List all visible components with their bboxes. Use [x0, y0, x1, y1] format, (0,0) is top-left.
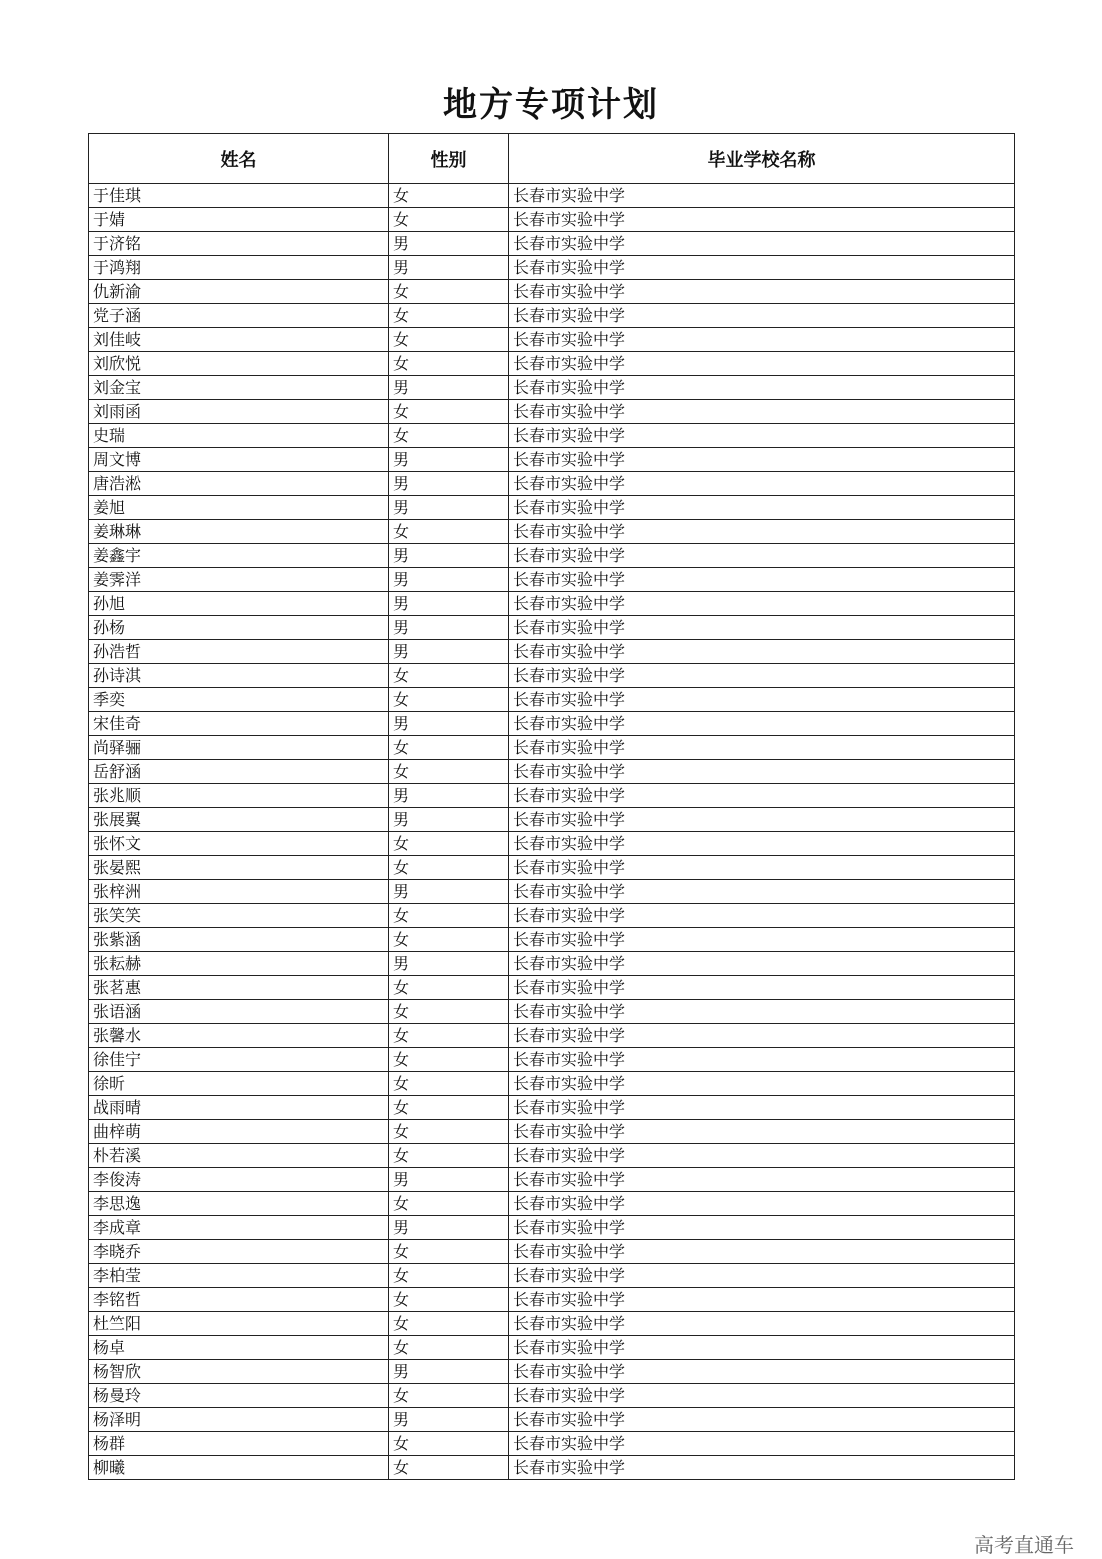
table-row: [89, 520, 1015, 544]
cell-gender: 女: [389, 832, 509, 856]
table-row: [89, 304, 1015, 328]
cell-gender: 女: [389, 904, 509, 928]
table-header-row: [89, 134, 1015, 184]
cell-school: 长春市实验中学: [509, 1288, 1015, 1312]
cell-school: 长春市实验中学: [509, 448, 1015, 472]
table-row: [89, 280, 1015, 304]
cell-name: 刘雨函: [89, 400, 389, 424]
cell-gender: 女: [389, 1264, 509, 1288]
column-header-name: 姓名: [89, 134, 389, 184]
cell-name: 李俊涛: [89, 1168, 389, 1192]
cell-school: 长春市实验中学: [509, 1048, 1015, 1072]
cell-school: 长春市实验中学: [509, 424, 1015, 448]
cell-gender: 女: [389, 304, 509, 328]
cell-school: 长春市实验中学: [509, 472, 1015, 496]
table-row: [89, 232, 1015, 256]
cell-name: 杜竺阳: [89, 1312, 389, 1336]
cell-school: 长春市实验中学: [509, 784, 1015, 808]
cell-school: 长春市实验中学: [509, 208, 1015, 232]
table-row: [89, 328, 1015, 352]
cell-name: 杨卓: [89, 1336, 389, 1360]
cell-gender: 男: [389, 376, 509, 400]
cell-name: 徐佳宁: [89, 1048, 389, 1072]
cell-school: 长春市实验中学: [509, 568, 1015, 592]
cell-school: 长春市实验中学: [509, 1000, 1015, 1024]
table-row: [89, 1168, 1015, 1192]
cell-gender: 男: [389, 496, 509, 520]
cell-school: 长春市实验中学: [509, 592, 1015, 616]
cell-school: 长春市实验中学: [509, 280, 1015, 304]
cell-gender: 女: [389, 1072, 509, 1096]
table-row: [89, 472, 1015, 496]
cell-school: 长春市实验中学: [509, 1096, 1015, 1120]
cell-name: 张展翼: [89, 808, 389, 832]
cell-name: 张笑笑: [89, 904, 389, 928]
cell-school: 长春市实验中学: [509, 544, 1015, 568]
cell-school: 长春市实验中学: [509, 304, 1015, 328]
cell-name: 张紫涵: [89, 928, 389, 952]
cell-name: 姜鑫宇: [89, 544, 389, 568]
cell-name: 张茗惠: [89, 976, 389, 1000]
table-row: [89, 976, 1015, 1000]
cell-name: 李晓乔: [89, 1240, 389, 1264]
cell-gender: 男: [389, 1360, 509, 1384]
cell-gender: 女: [389, 400, 509, 424]
cell-school: 长春市实验中学: [509, 1432, 1015, 1456]
cell-school: 长春市实验中学: [509, 352, 1015, 376]
table-row: [89, 568, 1015, 592]
cell-school: 长春市实验中学: [509, 1456, 1015, 1480]
cell-school: 长春市实验中学: [509, 1072, 1015, 1096]
table-row: [89, 496, 1015, 520]
table-row: [89, 376, 1015, 400]
cell-gender: 女: [389, 760, 509, 784]
cell-school: 长春市实验中学: [509, 1120, 1015, 1144]
cell-school: 长春市实验中学: [509, 184, 1015, 208]
cell-school: 长春市实验中学: [509, 1384, 1015, 1408]
cell-gender: 男: [389, 952, 509, 976]
cell-name: 李成章: [89, 1216, 389, 1240]
table-row: [89, 1216, 1015, 1240]
cell-school: 长春市实验中学: [509, 1024, 1015, 1048]
table-body: [89, 184, 1015, 1480]
cell-gender: 女: [389, 688, 509, 712]
table-row: [89, 904, 1015, 928]
table-row: [89, 592, 1015, 616]
cell-school: 长春市实验中学: [509, 1216, 1015, 1240]
cell-school: 长春市实验中学: [509, 736, 1015, 760]
cell-name: 刘佳岐: [89, 328, 389, 352]
cell-name: 党子涵: [89, 304, 389, 328]
cell-gender: 女: [389, 1384, 509, 1408]
cell-school: 长春市实验中学: [509, 1240, 1015, 1264]
cell-gender: 女: [389, 520, 509, 544]
table-row: [89, 1096, 1015, 1120]
cell-school: 长春市实验中学: [509, 400, 1015, 424]
cell-name: 孙旭: [89, 592, 389, 616]
cell-name: 姜霁洋: [89, 568, 389, 592]
cell-school: 长春市实验中学: [509, 832, 1015, 856]
table-row: [89, 616, 1015, 640]
table-row: [89, 544, 1015, 568]
cell-gender: 男: [389, 808, 509, 832]
cell-gender: 女: [389, 280, 509, 304]
cell-school: 长春市实验中学: [509, 1144, 1015, 1168]
cell-gender: 女: [389, 1120, 509, 1144]
cell-gender: 女: [389, 1096, 509, 1120]
cell-school: 长春市实验中学: [509, 808, 1015, 832]
table-row: [89, 712, 1015, 736]
cell-school: 长春市实验中学: [509, 496, 1015, 520]
table-row: [89, 1264, 1015, 1288]
cell-name: 张晏熙: [89, 856, 389, 880]
cell-name: 姜旭: [89, 496, 389, 520]
table-row: [89, 1120, 1015, 1144]
table-row: [89, 184, 1015, 208]
table-row: [89, 1240, 1015, 1264]
table-row: [89, 928, 1015, 952]
table-row: [89, 256, 1015, 280]
cell-name: 刘金宝: [89, 376, 389, 400]
cell-school: 长春市实验中学: [509, 1192, 1015, 1216]
cell-name: 姜琳琳: [89, 520, 389, 544]
table-row: [89, 688, 1015, 712]
cell-school: 长春市实验中学: [509, 328, 1015, 352]
cell-gender: 女: [389, 1024, 509, 1048]
cell-name: 孙诗淇: [89, 664, 389, 688]
cell-school: 长春市实验中学: [509, 928, 1015, 952]
cell-gender: 男: [389, 232, 509, 256]
cell-name: 杨智欣: [89, 1360, 389, 1384]
cell-name: 于济铭: [89, 232, 389, 256]
table-row: [89, 1384, 1015, 1408]
cell-gender: 女: [389, 1048, 509, 1072]
cell-school: 长春市实验中学: [509, 904, 1015, 928]
cell-school: 长春市实验中学: [509, 760, 1015, 784]
cell-name: 史瑞: [89, 424, 389, 448]
cell-name: 曲梓萌: [89, 1120, 389, 1144]
cell-gender: 女: [389, 1432, 509, 1456]
cell-gender: 男: [389, 1216, 509, 1240]
table-row: [89, 448, 1015, 472]
cell-gender: 男: [389, 256, 509, 280]
cell-gender: 男: [389, 472, 509, 496]
cell-gender: 女: [389, 184, 509, 208]
cell-gender: 男: [389, 592, 509, 616]
table-row: [89, 1336, 1015, 1360]
cell-gender: 男: [389, 568, 509, 592]
cell-gender: 男: [389, 880, 509, 904]
cell-name: 于佳琪: [89, 184, 389, 208]
cell-name: 战雨晴: [89, 1096, 389, 1120]
table-row: [89, 856, 1015, 880]
cell-name: 仇新渝: [89, 280, 389, 304]
cell-gender: 女: [389, 1456, 509, 1480]
cell-name: 季奕: [89, 688, 389, 712]
cell-school: 长春市实验中学: [509, 976, 1015, 1000]
cell-gender: 女: [389, 928, 509, 952]
table-row: [89, 1144, 1015, 1168]
table-row: [89, 808, 1015, 832]
cell-gender: 女: [389, 328, 509, 352]
cell-gender: 男: [389, 1408, 509, 1432]
cell-name: 杨泽明: [89, 1408, 389, 1432]
cell-name: 徐昕: [89, 1072, 389, 1096]
cell-school: 长春市实验中学: [509, 1312, 1015, 1336]
cell-name: 杨群: [89, 1432, 389, 1456]
cell-school: 长春市实验中学: [509, 1408, 1015, 1432]
table-row: [89, 1072, 1015, 1096]
cell-school: 长春市实验中学: [509, 952, 1015, 976]
table-row: [89, 1312, 1015, 1336]
table-row: [89, 640, 1015, 664]
cell-name: 张怀文: [89, 832, 389, 856]
column-header-gender: 性别: [389, 134, 509, 184]
cell-name: 孙杨: [89, 616, 389, 640]
table-row: [89, 880, 1015, 904]
table-row: [89, 1048, 1015, 1072]
cell-name: 李柏莹: [89, 1264, 389, 1288]
cell-school: 长春市实验中学: [509, 256, 1015, 280]
table-row: [89, 784, 1015, 808]
cell-gender: 女: [389, 208, 509, 232]
table-row: [89, 952, 1015, 976]
cell-school: 长春市实验中学: [509, 712, 1015, 736]
cell-school: 长春市实验中学: [509, 640, 1015, 664]
student-roster-table: [88, 133, 1015, 1480]
cell-school: 长春市实验中学: [509, 1168, 1015, 1192]
table-row: [89, 1456, 1015, 1480]
cell-name: 张梓洲: [89, 880, 389, 904]
cell-gender: 女: [389, 1336, 509, 1360]
table-row: [89, 400, 1015, 424]
cell-gender: 女: [389, 1192, 509, 1216]
cell-school: 长春市实验中学: [509, 856, 1015, 880]
table-row: [89, 664, 1015, 688]
cell-gender: 女: [389, 976, 509, 1000]
cell-school: 长春市实验中学: [509, 520, 1015, 544]
cell-school: 长春市实验中学: [509, 880, 1015, 904]
table-row: [89, 1192, 1015, 1216]
cell-gender: 女: [389, 424, 509, 448]
cell-gender: 男: [389, 544, 509, 568]
cell-name: 李铭哲: [89, 1288, 389, 1312]
cell-gender: 女: [389, 1000, 509, 1024]
cell-name: 杨曼玲: [89, 1384, 389, 1408]
cell-name: 李思逸: [89, 1192, 389, 1216]
cell-school: 长春市实验中学: [509, 232, 1015, 256]
document-title: 地方专项计划: [443, 85, 659, 125]
table-row: [89, 1288, 1015, 1312]
table-row: [89, 1432, 1015, 1456]
cell-school: 长春市实验中学: [509, 376, 1015, 400]
cell-gender: 男: [389, 712, 509, 736]
column-header-school: 毕业学校名称: [509, 134, 1015, 184]
cell-gender: 女: [389, 856, 509, 880]
cell-gender: 男: [389, 616, 509, 640]
cell-gender: 女: [389, 736, 509, 760]
table-row: [89, 424, 1015, 448]
cell-school: 长春市实验中学: [509, 1360, 1015, 1384]
cell-gender: 男: [389, 1168, 509, 1192]
cell-name: 张语涵: [89, 1000, 389, 1024]
cell-gender: 男: [389, 640, 509, 664]
cell-name: 张耘赫: [89, 952, 389, 976]
table-row: [89, 760, 1015, 784]
watermark-text: 高考直通车: [974, 1533, 1074, 1557]
cell-gender: 男: [389, 784, 509, 808]
table-row: [89, 832, 1015, 856]
cell-school: 长春市实验中学: [509, 688, 1015, 712]
cell-gender: 女: [389, 1144, 509, 1168]
table-row: [89, 736, 1015, 760]
cell-gender: 女: [389, 1288, 509, 1312]
cell-gender: 女: [389, 352, 509, 376]
table-row: [89, 1360, 1015, 1384]
cell-name: 唐浩淞: [89, 472, 389, 496]
cell-gender: 女: [389, 1240, 509, 1264]
cell-name: 张馨水: [89, 1024, 389, 1048]
cell-gender: 女: [389, 1312, 509, 1336]
cell-school: 长春市实验中学: [509, 1264, 1015, 1288]
table-row: [89, 1000, 1015, 1024]
cell-gender: 女: [389, 664, 509, 688]
table-row: [89, 208, 1015, 232]
cell-gender: 男: [389, 448, 509, 472]
cell-name: 岳舒涵: [89, 760, 389, 784]
table-row: [89, 352, 1015, 376]
cell-name: 于鸿翔: [89, 256, 389, 280]
cell-name: 尚驿骊: [89, 736, 389, 760]
cell-name: 周文博: [89, 448, 389, 472]
cell-name: 刘欣悦: [89, 352, 389, 376]
table-row: [89, 1024, 1015, 1048]
cell-school: 长春市实验中学: [509, 1336, 1015, 1360]
cell-name: 孙浩哲: [89, 640, 389, 664]
cell-school: 长春市实验中学: [509, 664, 1015, 688]
cell-school: 长春市实验中学: [509, 616, 1015, 640]
table-row: [89, 1408, 1015, 1432]
cell-name: 柳曦: [89, 1456, 389, 1480]
cell-name: 于婧: [89, 208, 389, 232]
cell-name: 张兆顺: [89, 784, 389, 808]
cell-name: 朴若溪: [89, 1144, 389, 1168]
cell-name: 宋佳奇: [89, 712, 389, 736]
